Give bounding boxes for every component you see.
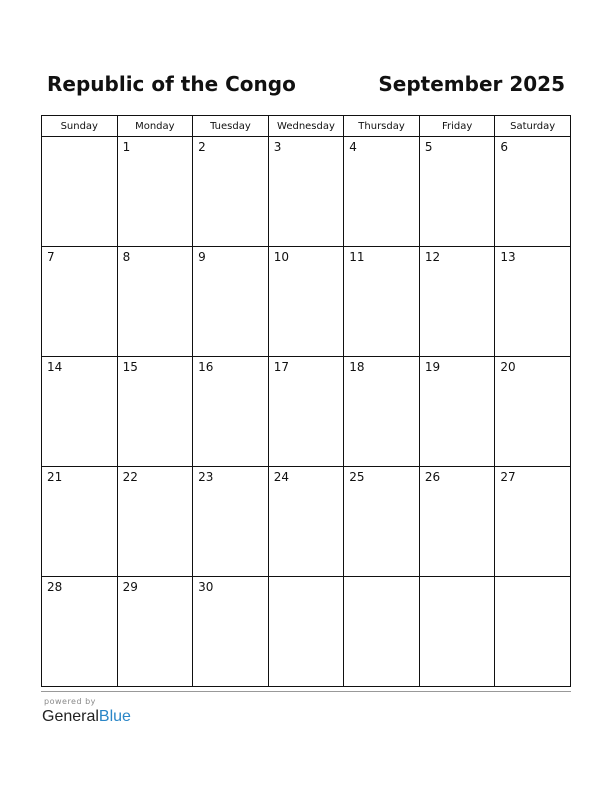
day-cell [117, 467, 193, 577]
day-cell [419, 577, 495, 687]
day-number: 1 [122, 140, 131, 154]
weekday-sunday: Sunday [42, 116, 118, 137]
day-cell [42, 577, 118, 687]
day-cell [193, 577, 269, 687]
weekday-wednesday: Wednesday [268, 116, 344, 137]
day-number [42, 137, 117, 140]
day-cell [495, 577, 571, 687]
day-cell [193, 357, 269, 467]
footer [41, 691, 571, 725]
day-number: 29 [122, 580, 138, 594]
day-cell [495, 247, 571, 357]
day-cell [42, 357, 118, 467]
day-cell [268, 577, 344, 687]
day-number: 4 [349, 140, 357, 154]
day-number: 17 [273, 360, 289, 374]
week-row [42, 357, 571, 467]
day-cell [344, 137, 420, 247]
day-cell [495, 467, 571, 577]
day-cell [193, 247, 269, 357]
calendar-grid [41, 115, 571, 687]
country-title: Republic of the Congo [47, 72, 296, 96]
day-number: 22 [122, 470, 138, 484]
day-number: 7 [47, 250, 55, 264]
calendar-header [41, 70, 571, 100]
day-number: 23 [198, 470, 214, 484]
day-number: 21 [47, 470, 63, 484]
day-cell [495, 357, 571, 467]
day-cell [419, 357, 495, 467]
day-cell [117, 357, 193, 467]
day-number: 28 [47, 580, 63, 594]
day-number: 18 [349, 360, 365, 374]
day-cell [268, 357, 344, 467]
day-cell [268, 247, 344, 357]
day-number [269, 577, 344, 580]
brand-name-general: General [42, 708, 99, 725]
day-number: 2 [198, 140, 206, 154]
day-cell [193, 137, 269, 247]
day-number [495, 577, 570, 580]
day-cell [268, 467, 344, 577]
day-cell [42, 247, 118, 357]
day-cell [117, 137, 193, 247]
day-cell [117, 577, 193, 687]
day-cell [344, 247, 420, 357]
day-cell [268, 137, 344, 247]
day-cell [344, 577, 420, 687]
day-number [420, 577, 495, 580]
weekday-saturday: Saturday [495, 116, 571, 137]
day-number: 19 [424, 360, 441, 374]
day-number: 11 [349, 250, 365, 264]
day-number: 14 [47, 360, 63, 374]
day-number: 27 [500, 470, 516, 484]
day-number: 10 [273, 250, 289, 264]
powered-by-label: powered by [44, 697, 96, 706]
weekday-friday: Friday [419, 116, 495, 137]
day-number [344, 577, 419, 580]
day-number: 15 [122, 360, 138, 374]
month-title: September 2025 [378, 72, 565, 96]
day-number: 26 [424, 470, 441, 484]
day-cell [419, 247, 495, 357]
day-cell [419, 467, 495, 577]
week-row [42, 247, 571, 357]
week-row [42, 577, 571, 687]
day-cell [344, 467, 420, 577]
week-row [42, 467, 571, 577]
day-cell [344, 357, 420, 467]
day-number: 30 [198, 580, 214, 594]
week-row [42, 137, 571, 247]
day-number: 20 [500, 360, 516, 374]
weekday-tuesday: Tuesday [193, 116, 269, 137]
brand-name-blue: Blue [98, 708, 131, 725]
day-cell [193, 467, 269, 577]
day-number: 9 [198, 250, 206, 264]
day-cell [495, 137, 571, 247]
day-cell [42, 137, 118, 247]
day-number: 12 [424, 250, 441, 264]
day-cell [117, 247, 193, 357]
weekday-header-row [42, 116, 571, 137]
brand-logo [42, 708, 131, 726]
day-number: 13 [500, 250, 516, 264]
day-number: 8 [122, 250, 131, 264]
day-number: 3 [273, 140, 282, 154]
day-number: 25 [349, 470, 365, 484]
weekday-monday: Monday [117, 116, 193, 137]
day-number: 6 [500, 140, 509, 154]
day-number: 24 [273, 470, 289, 484]
weekday-thursday: Thursday [344, 116, 420, 137]
day-number: 5 [424, 140, 433, 154]
day-cell [419, 137, 495, 247]
day-number: 16 [198, 360, 214, 374]
day-cell [42, 467, 118, 577]
